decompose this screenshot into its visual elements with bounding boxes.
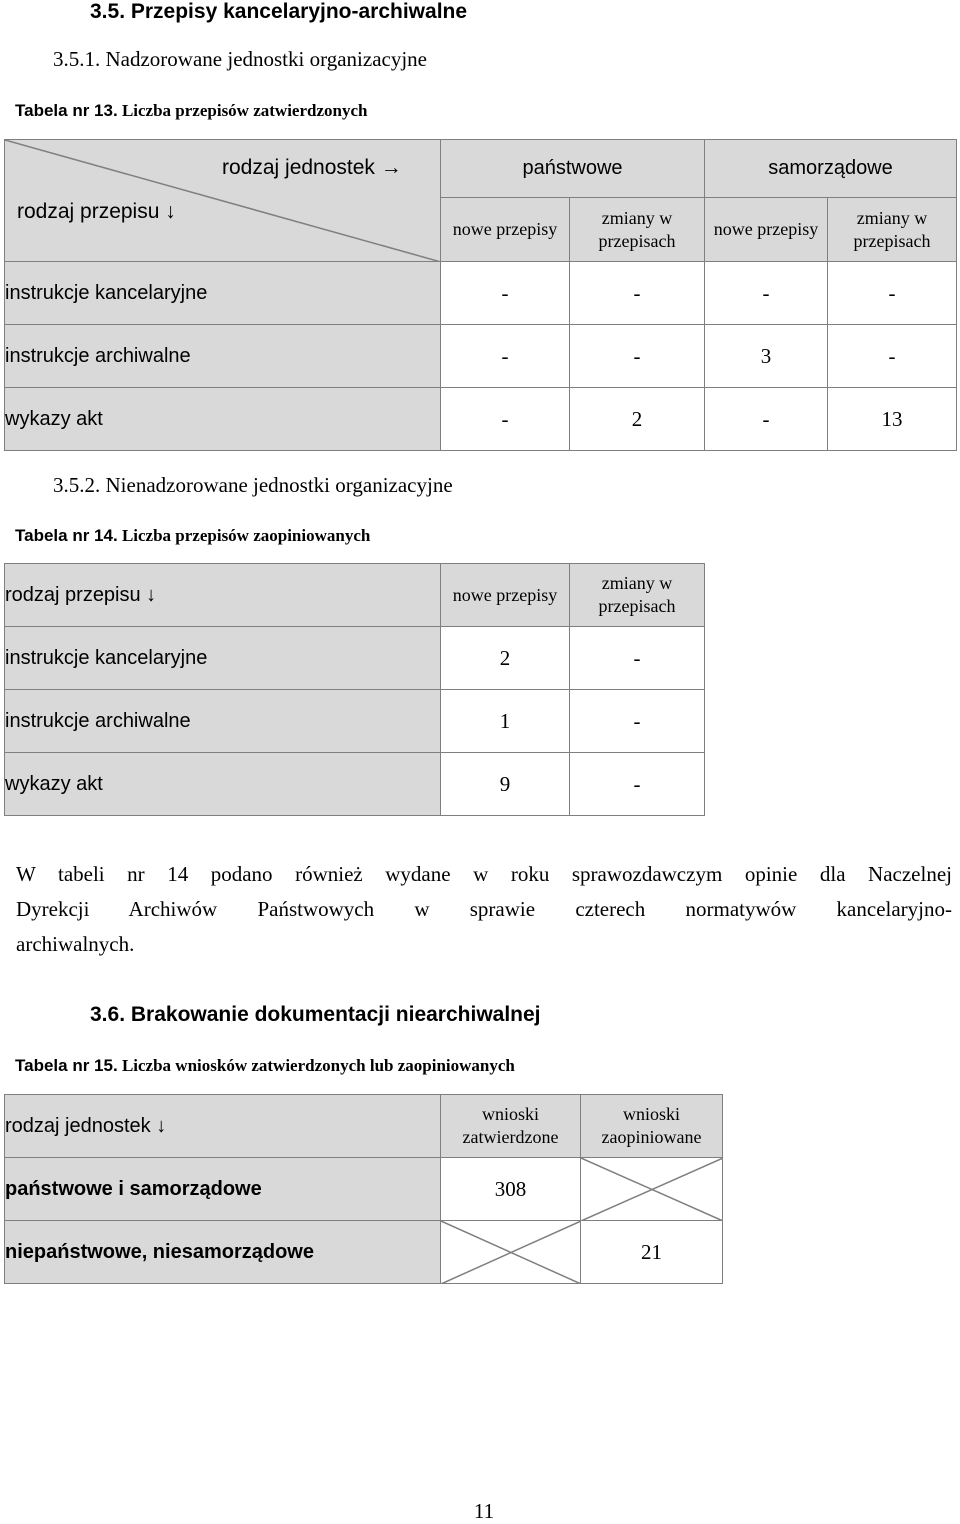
group-header-samorzadowe: samorządowe: [705, 140, 957, 198]
subsection-number: 3.5.1.: [53, 47, 101, 71]
col-header-new: nowe przepisy: [441, 198, 570, 262]
table-row: [5, 262, 957, 325]
section-heading-3-5: [90, 0, 467, 24]
cross-mark: [581, 1158, 723, 1221]
caption-label: Tabela nr 14.: [15, 526, 118, 545]
paragraph-line: Dyrekcji Archiwów Państwowych w sprawie czterech normatywów kancelaryjno-: [16, 897, 952, 921]
cell: -: [441, 262, 570, 325]
row-label: państwowe i samorządowe: [5, 1158, 441, 1221]
row-label: instrukcje kancelaryjne: [5, 627, 441, 690]
caption-label: Tabela nr 15.: [15, 1056, 118, 1075]
cell: 9: [441, 753, 570, 816]
cell: -: [828, 325, 957, 388]
cell: 2: [441, 627, 570, 690]
table-13-caption: [15, 101, 367, 121]
cross-mark: [441, 1221, 581, 1284]
cell: -: [570, 753, 705, 816]
cell: -: [570, 262, 705, 325]
caption-text: Liczba przepisów zatwierdzonych: [121, 101, 368, 120]
row-label: wykazy akt: [5, 388, 441, 451]
col-header-changes: zmiany w przepisach: [570, 564, 705, 627]
group-header-panstwowe: państwowe: [441, 140, 705, 198]
cell: -: [828, 262, 957, 325]
table-15-caption: [15, 1056, 515, 1076]
table-row: [5, 1158, 723, 1221]
caption-text: Liczba przepisów zaopiniowanych: [121, 526, 371, 545]
col-header-new: nowe przepisy: [705, 198, 828, 262]
subsection-title: Nienadzorowane jednostki organizacyjne: [105, 473, 453, 497]
col-header-reviewed: wnioski zaopiniowane: [581, 1095, 723, 1158]
cell: -: [441, 388, 570, 451]
cell: -: [570, 627, 705, 690]
col-header-approved: wnioski zatwierdzone: [441, 1095, 581, 1158]
cell: 3: [705, 325, 828, 388]
table-row: [5, 1221, 723, 1284]
row-label: instrukcje archiwalne: [5, 325, 441, 388]
row-label: instrukcje archiwalne: [5, 690, 441, 753]
cell: -: [705, 262, 828, 325]
corner-bottom-label: rodzaj przepisu ↓: [17, 200, 176, 223]
body-paragraph: [16, 857, 952, 962]
table-row: [5, 325, 957, 388]
paragraph-line: archiwalnych.: [16, 932, 135, 956]
table-row: [5, 388, 957, 451]
paragraph-line: W tabeli nr 14 podano również wydane w roku sprawozdawczym opinie dla Naczelnej: [16, 862, 952, 886]
section-title: Brakowanie dokumentacji niearchiwalnej: [130, 1003, 541, 1026]
table-row: [5, 627, 705, 690]
table-14-caption: [15, 526, 370, 546]
cell: 21: [581, 1221, 723, 1284]
subsection-title: Nadzorowane jednostki organizacyjne: [105, 47, 427, 71]
cell: 1: [441, 690, 570, 753]
row-label: instrukcje kancelaryjne: [5, 262, 441, 325]
table-15-corner: rodzaj jednostek ↓: [5, 1095, 441, 1158]
subsection-heading-3-5-1: [53, 47, 427, 72]
section-number: 3.5.: [90, 0, 126, 23]
caption-text: Liczba wniosków zatwierdzonych lub zaopiniowanych: [121, 1056, 515, 1075]
table-row: [5, 753, 705, 816]
section-title: Przepisy kancelaryjno-archiwalne: [130, 0, 468, 23]
cell: -: [705, 388, 828, 451]
row-label: wykazy akt: [5, 753, 441, 816]
crossed-cell: [441, 1221, 581, 1284]
table-15: [4, 1094, 723, 1284]
col-header-changes: zmiany w przepisach: [570, 198, 705, 262]
cell: 13: [828, 388, 957, 451]
cell: 2: [570, 388, 705, 451]
crossed-cell: [581, 1158, 723, 1221]
corner-top-label: rodzaj jednostek →: [222, 156, 402, 179]
table-13-corner: [5, 140, 441, 262]
cell: -: [570, 325, 705, 388]
caption-label: Tabela nr 13.: [15, 101, 118, 120]
col-header-changes: zmiany w przepisach: [828, 198, 957, 262]
subsection-number: 3.5.2.: [53, 473, 101, 497]
section-number: 3.6.: [90, 1003, 126, 1026]
cell: 308: [441, 1158, 581, 1221]
row-label: niepaństwowe, niesamorządowe: [5, 1221, 441, 1284]
cell: -: [441, 325, 570, 388]
table-13: [4, 139, 957, 451]
table-row: [5, 690, 705, 753]
cell: -: [570, 690, 705, 753]
page-number: 11: [473, 1499, 495, 1523]
subsection-heading-3-5-2: [53, 473, 453, 498]
table-14: [4, 563, 705, 816]
table-14-corner: rodzaj przepisu ↓: [5, 564, 441, 627]
col-header-new: nowe przepisy: [441, 564, 570, 627]
section-heading-3-6: [90, 1003, 541, 1027]
